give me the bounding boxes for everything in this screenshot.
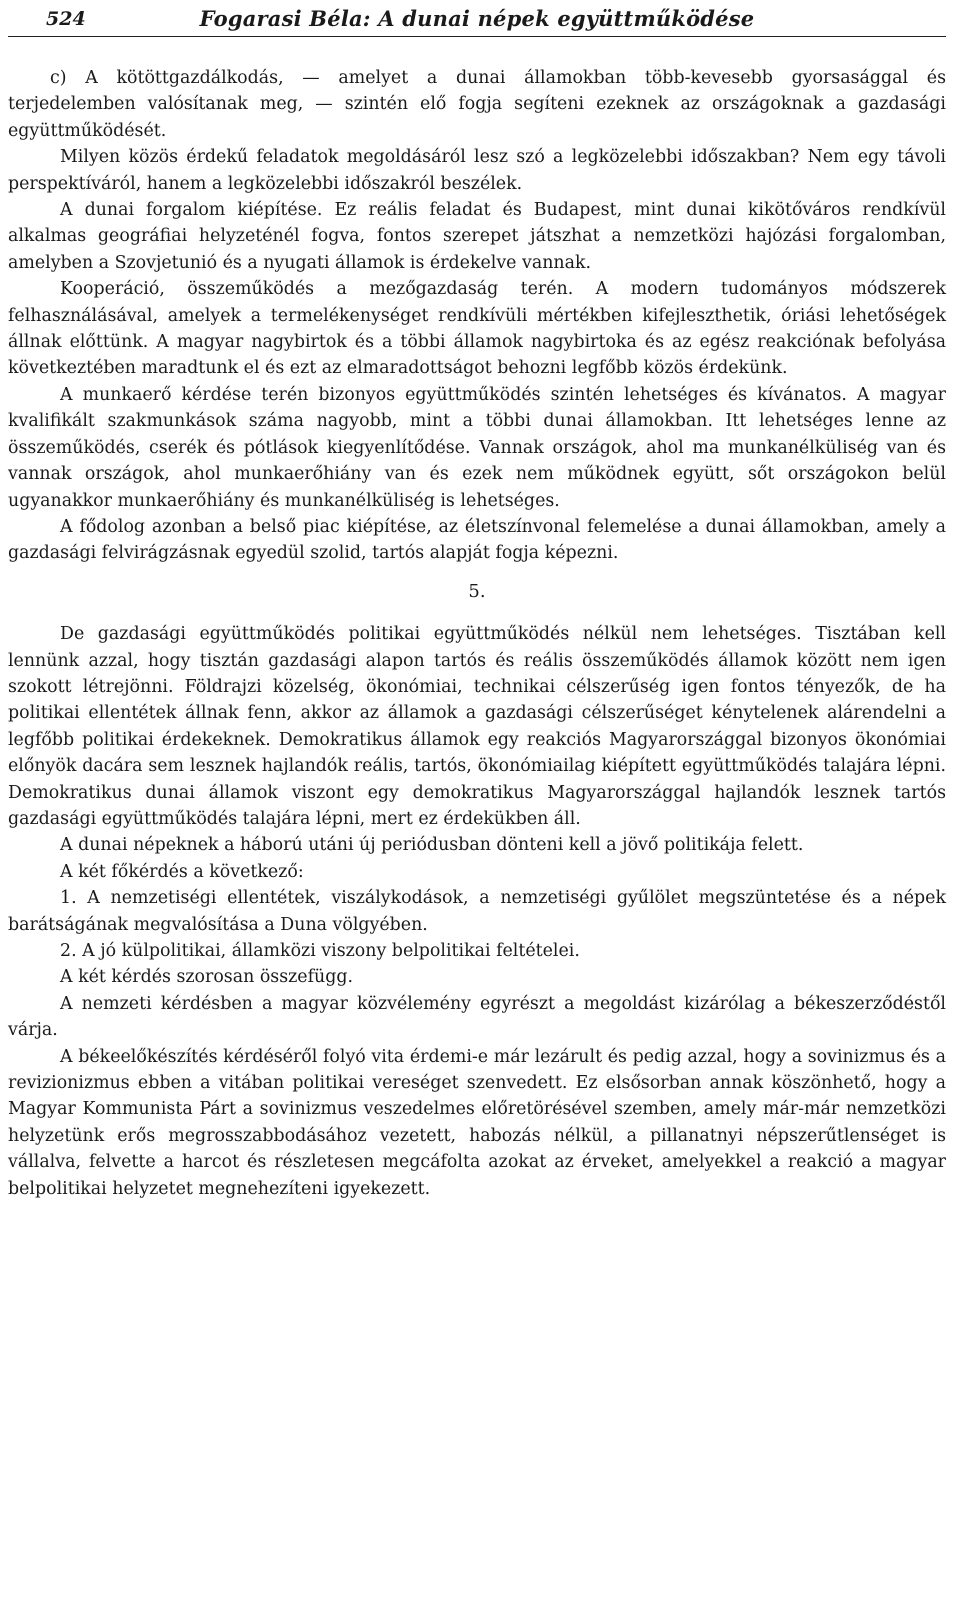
running-title: Fogarasi Béla: A dunai népek együttműködése	[199, 6, 755, 31]
page-header	[8, 0, 946, 37]
paragraph: A két főkérdés a következő:	[60, 861, 304, 882]
paragraph: Milyen közös érdekű feladatok megoldásáról lesz szó a legközelebbi időszakban? Nem egy távoli perspektíváról, hanem a legközelebbi időszakról beszélek.	[8, 147, 946, 194]
list-item: 2. A jó külpolitikai, államközi viszony belpolitikai feltételei.	[60, 941, 580, 961]
paragraph: A nemzeti kérdésben a magyar közvélemény egyrészt a megoldást kizárólag a békeszerződéstől várja.	[8, 993, 946, 1041]
page-number: 524	[46, 8, 86, 30]
paragraph: Kooperáció, összeműködés a mezőgazdaság terén. A modern tudományos módszerek felhasználásával, amelyek a termelékenységet rendkívüli mértékben kifejleszthetik, óriási lehetőségek állnak előttünk. A magyar nagybirtok és a többi államok nagybirtoka és az egész reakciónak befolyása következtében maradtunk el és ezt az elmaradottságot behozni legfőbb közös érdekünk.	[8, 279, 946, 379]
paragraph: A két kérdés szorosan összefügg.	[60, 967, 354, 988]
paragraph: A békeelőkészítés kérdéséről folyó vita érdemi-e már lezárult és pedig azzal, hogy a sovinizmus és a revizionizmus ebben a vitában politikai vereséget szenvedett. Ez elsősorban annak köszönhető, hogy a Magyar Kommunista Párt a sovinizmus veszedelmes előretörésével szemben, amely már-már nemzetközi helyzetünk erős megrosszabbodásához vezetett, habozás nélkül, a pillanatnyi népszerűtlenséget is vállalva, felvette a harcot és részletesen megcáfolta azokat az érveket, amelyekkel a reakció a magyar belpolitikai helyzetet megnehezíteni igyekezett.	[8, 1046, 946, 1199]
list-item: 1. A nemzetiségi ellentétek, viszálykodások, a nemzetiségi gyűlölet megszüntetése és a népek barátságának megvalósítása a Duna völgyében.	[8, 888, 946, 935]
paragraph: A fődolog azonban a belső piac kiépítése, az életszínvonal felemelése a dunai államokban, amely a gazdasági felvirágzásnak egyedül szolid, tartós alapját fogja képezni.	[8, 516, 946, 564]
paragraph: A dunai forgalom kiépítése. Ez reális feladat és Budapest, mint dunai kikötőváros rendkívül alkalmas geográfiai helyzeténél fogva, fontos szerepet játszhat a nemzetközi hajózási forgalomban, amelyben a Szovjetunió és a nyugati államok is érdekelve vannak.	[8, 200, 946, 273]
paragraph: De gazdasági együttműködés politikai együttműködés nélkül nem lehetséges. Tisztában kell lennünk azzal, hogy tisztán gazdasági alapon tartós és reális összeműködés államok között nem igen szokott létrejönni. Földrajzi közelség, ökonómiai, technikai célszerűség igen fontos tényezők, de ha politikai ellentétek állnak fenn, akkor az államok a gazdasági célszerűséget kénytelenek alárendelni a legfőbb politikai érdekeknek. Demokratikus államok egy reakciós Magyarországgal bizonyos ökonómiai előnyök dacára sem lesznek hajlandók reális, tartós, ökonómiailag kiépített együttműködés talajára lépni. Demokratikus dunai államok viszont egy demokratikus Magyarországgal hajlandók lesznek tartós gazdasági együttműködés talajára lépni, mert ez érdekükben áll.	[8, 624, 946, 829]
section-number: 5.	[468, 580, 486, 602]
paragraph: c) A kötöttgazdálkodás, — amelyet a dunai államokban több-kevesebb gyorsasággal és terjedelemben valósítanak meg, — szintén elő fogja segíteni ezeknek az országoknak a gazdasági együttműködését.	[8, 68, 946, 141]
paragraph: A dunai népeknek a háború utáni új periódusban dönteni kell a jövő politikája felett.	[60, 835, 804, 856]
paragraph: A munkaerő kérdése terén bizonyos együttműködés szintén lehetséges és kívánatos. A magyar kvalifikált szakmunkások száma nagyobb, mint a többi dunai államokban. Itt lehetséges lenne az összeműködés, cserék és pótlások kiegyenlítődése. Vannak országok, ahol ma munkanélküliség van és vannak országok, ahol munkaerőhiány van és ezek nem működnek együtt, sőt országokon belül ugyanakkor munkaerőhiány és munkanélküliség is lehetséges.	[8, 384, 946, 511]
body-text	[8, 65, 946, 1202]
